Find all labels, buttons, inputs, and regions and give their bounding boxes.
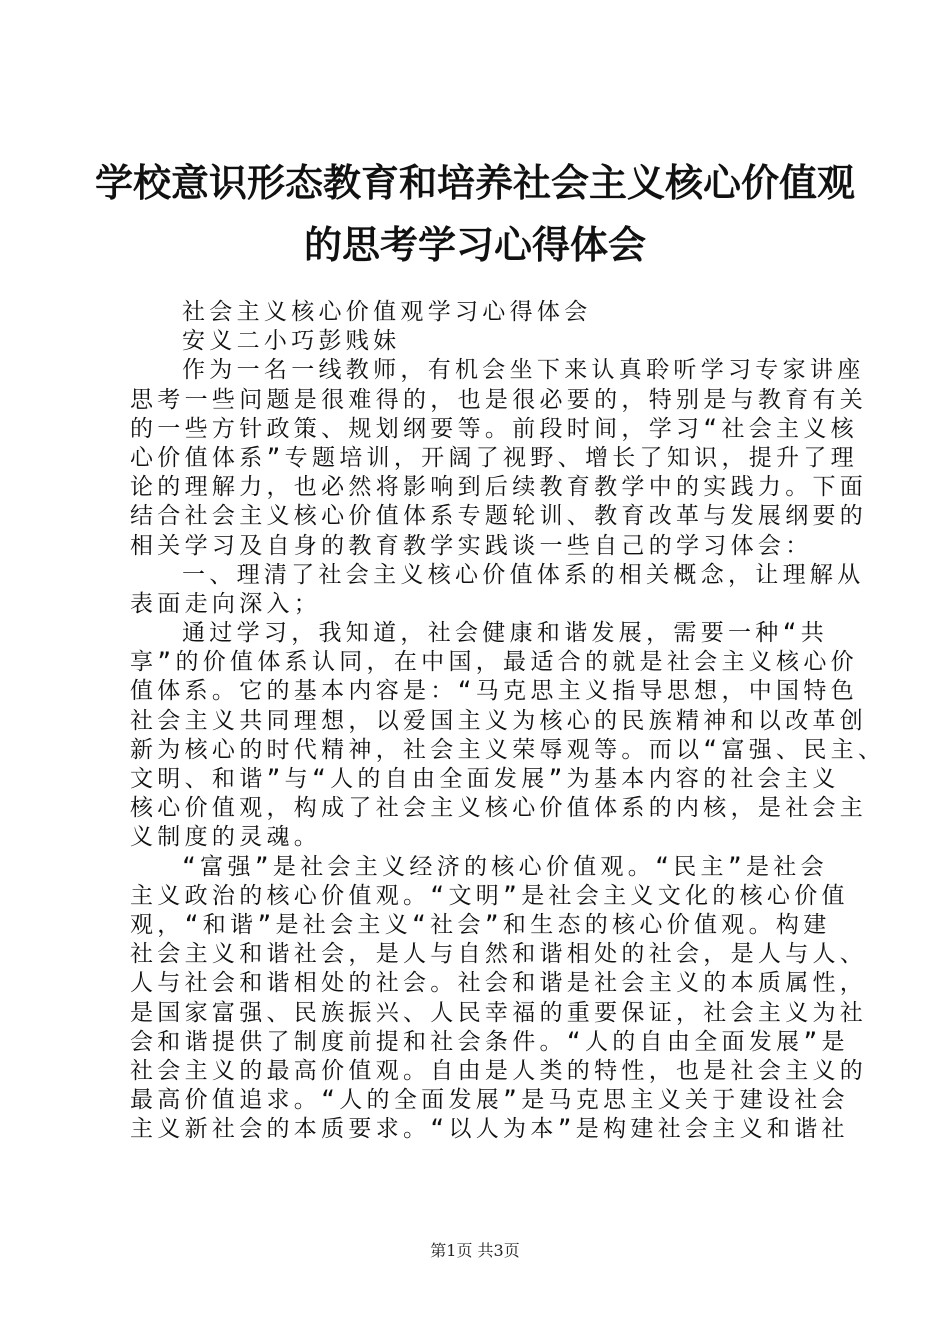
body-line: 一、理清了社会主义核心价值体系的相关概念，让理解从: [182, 561, 865, 588]
body-line: 论的理解力，也必然将影响到后续教育教学中的实践力。下面: [130, 474, 868, 501]
page-footer: 第1页 共3页: [430, 1241, 520, 1260]
body-line: 核心价值观，构成了社会主义核心价值体系的内核，是社会主: [130, 795, 868, 822]
body-line: 主义新社会的本质要求。“以人为本”是构建社会主义和谐社: [130, 1116, 849, 1143]
body-line: 社会主义和谐社会，是人与自然和谐相处的社会，是人与人、: [130, 941, 868, 968]
body-line: 文明、和谐”与“人的自由全面发展”为基本内容的社会主义: [130, 766, 840, 792]
body-line: 义制度的灵魂。: [130, 824, 322, 851]
body-line: 社会主义共同理想，以爱国主义为核心的民族精神和以改革创: [130, 707, 868, 734]
body-line: 享”的价值体系认同，在中国，最适合的就是社会主义核心价: [130, 649, 858, 676]
body-line: 社会主义的最高价值观。自由是人类的特性，也是社会主义的: [130, 1057, 868, 1084]
body-line: 心价值体系”专题培训，开阔了视野、增长了知识，提升了理: [130, 444, 858, 471]
body-line: 通过学习，我知道，社会健康和谐发展，需要一种“共: [182, 620, 829, 647]
document-title-line-1: 学校意识形态教育和培养社会主义核心价值观: [94, 160, 855, 205]
body-line: 表面走向深入；: [130, 590, 322, 617]
body-line: 是国家富强、民族振兴、人民幸福的重要保证，社会主义为社: [130, 999, 868, 1026]
body-line: 相关学习及自身的教育教学实践谈一些自己的学习体会：: [130, 532, 813, 559]
body-line: 观，“和谐”是社会主义“社会”和生态的核心价值观。构建: [130, 911, 831, 938]
body-line: 作为一名一线教师，有机会坐下来认真聆听学习专家讲座: [182, 357, 865, 384]
body-line: 最高价值追求。“人的全面发展”是马克思主义关于建设社会: [130, 1087, 849, 1114]
body-line: 安义二小巧彭贱妹: [182, 328, 401, 355]
body-line: 主义政治的核心价值观。“文明”是社会主义文化的核心价值: [130, 882, 849, 909]
document-body: [130, 298, 886, 1144]
body-line: 结合社会主义核心价值体系专题轮训、教育改革与发展纲要的: [130, 503, 868, 530]
body-line: “富强”是社会主义经济的核心价值观。“民主”是社会: [182, 853, 828, 880]
body-line: 值体系。它的基本内容是：“马克思主义指导思想，中国特色: [130, 678, 858, 705]
body-line: 思考一些问题是很难得的，也是很必要的，特别是与教育有关: [130, 386, 868, 413]
body-line: 人与社会和谐相处的社会。社会和谐是社会主义的本质属性，: [130, 970, 868, 997]
body-line: 新为核心的时代精神，社会主义荣辱观等。而以“富强、民主、: [130, 736, 886, 763]
document-title-line-2: 的思考学习心得体会: [303, 222, 646, 267]
body-line: 会和谐提供了制度前提和社会条件。“人的自由全面发展”是: [130, 1028, 849, 1055]
body-line: 的一些方针政策、规划纲要等。前段时间，学习“社会主义核: [130, 415, 858, 442]
body-line: 社会主义核心价值观学习心得体会: [182, 299, 592, 325]
